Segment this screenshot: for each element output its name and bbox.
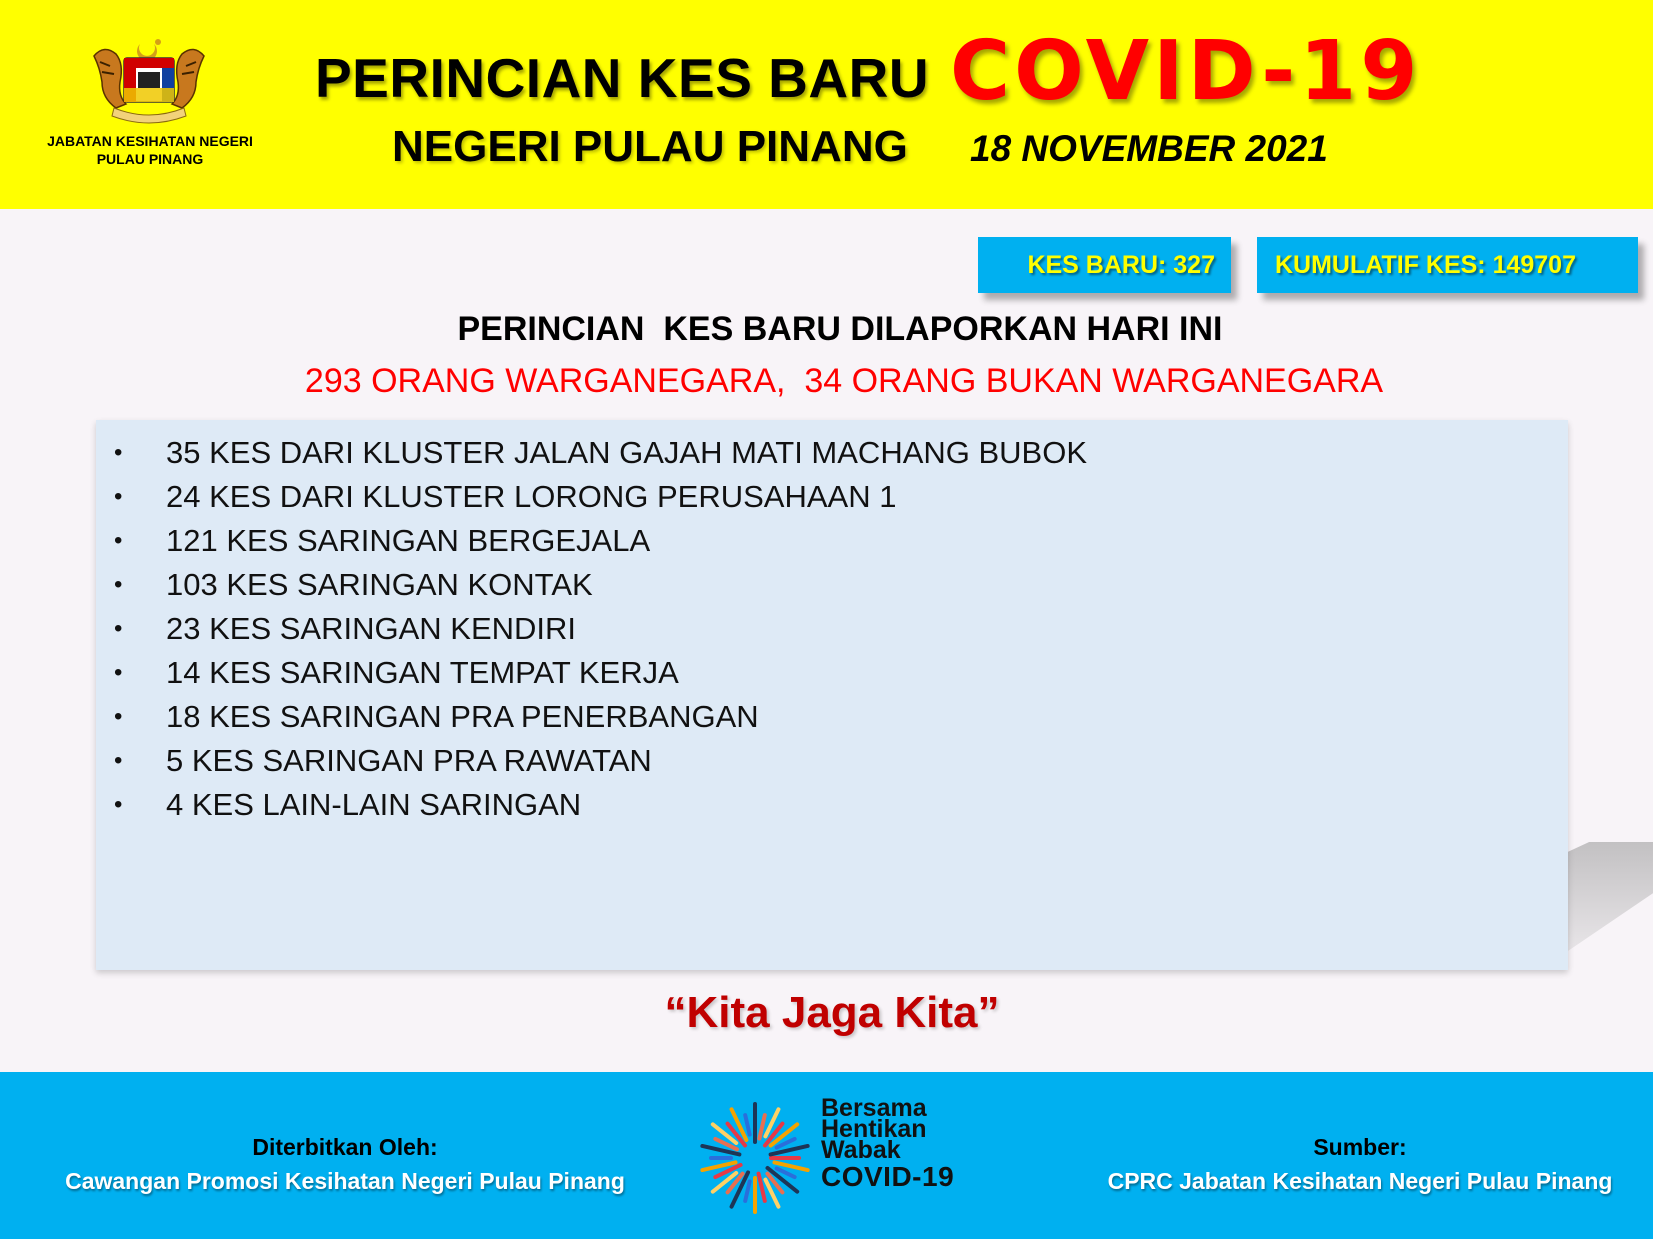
list-item-text: 4 KES LAIN-LAIN SARINGAN — [166, 787, 582, 822]
sunburst-icon — [695, 1098, 815, 1218]
list-item — [96, 783, 1568, 827]
campaign-line4: COVID-19 — [821, 1161, 955, 1192]
campaign-text — [821, 1094, 955, 1193]
list-item — [96, 563, 1568, 607]
publisher-block — [40, 1130, 650, 1198]
nationality-summary: 293 ORANG WARGANEGARA, 34 ORANG BUKAN WARGANEGARA — [304, 362, 1384, 400]
publisher-name: Cawangan Promosi Kesihatan Negeri Pulau Pinang — [65, 1168, 625, 1194]
source-name: CPRC Jabatan Kesihatan Negeri Pulau Pinang — [1107, 1168, 1613, 1194]
sunburst-ray — [759, 1174, 765, 1201]
page-title: PERINCIAN KES BARU — [315, 47, 930, 109]
section-heading: PERINCIAN KES BARU DILAPORKAN HARI INI — [457, 310, 1223, 348]
list-item-text: 23 KES SARINGAN KENDIRI — [166, 611, 577, 646]
list-item — [96, 739, 1568, 783]
footer-banner — [0, 1072, 1653, 1239]
publisher-label: Diterbitkan Oleh: — [252, 1134, 438, 1160]
list-item — [96, 475, 1568, 519]
source-label: Sumber: — [1313, 1134, 1407, 1160]
list-item — [96, 695, 1568, 739]
report-date: 18 NOVEMBER 2021 — [970, 128, 1328, 169]
coat-of-arms-icon — [88, 36, 210, 124]
agency-name-line1: JABATAN KESIHATAN NEGERI — [47, 133, 253, 149]
list-item-text: 24 KES DARI KLUSTER LORONG PERUSAHAAN 1 — [166, 479, 897, 514]
bullet-icon: • — [114, 659, 123, 686]
new-cases-badge: KES BARU: 327 — [978, 237, 1231, 293]
breakdown-panel — [96, 420, 1568, 970]
bullet-icon: • — [114, 615, 123, 642]
bullet-icon: • — [114, 439, 123, 466]
slogan: “Kita Jaga Kita” — [664, 988, 1000, 1037]
list-item-text: 103 KES SARINGAN KONTAK — [166, 567, 593, 602]
list-item-text: 35 KES DARI KLUSTER JALAN GAJAH MATI MACHANG BUBOK — [166, 435, 1088, 470]
bullet-icon: • — [114, 791, 123, 818]
state-name: NEGERI PULAU PINANG — [392, 122, 908, 171]
bullet-icon: • — [114, 703, 123, 730]
list-item-text: 121 KES SARINGAN BERGEJALA — [166, 523, 651, 558]
list-item — [96, 431, 1568, 475]
list-item-text: 14 KES SARINGAN TEMPAT KERJA — [166, 655, 679, 690]
header-banner — [0, 0, 1653, 209]
cumulative-cases-badge: KUMULATIF KES: 149707 — [1257, 237, 1638, 293]
agency-name-line2: PULAU PINANG — [96, 151, 204, 167]
agency-name — [20, 132, 280, 168]
bullet-icon: • — [114, 747, 123, 774]
sunburst-ray — [745, 1181, 749, 1200]
source-block — [1080, 1130, 1640, 1198]
sunburst-ray — [745, 1115, 749, 1134]
breakdown-list — [96, 420, 1568, 827]
bullet-icon: • — [114, 571, 123, 598]
list-item-text: 5 KES SARINGAN PRA RAWATAN — [166, 743, 652, 778]
list-item-text: 18 KES SARINGAN PRA PENERBANGAN — [166, 699, 759, 734]
campaign-logo — [695, 1094, 975, 1214]
bullet-icon: • — [114, 483, 123, 510]
bullet-icon: • — [114, 527, 123, 554]
list-item — [96, 651, 1568, 695]
covid-title: COVID-19 — [950, 24, 1422, 119]
list-item — [96, 607, 1568, 651]
list-item — [96, 519, 1568, 563]
campaign-line2: Hentikan — [821, 1115, 927, 1143]
campaign-line3: Wabak — [821, 1136, 901, 1164]
campaign-line1: Bersama — [821, 1094, 927, 1122]
